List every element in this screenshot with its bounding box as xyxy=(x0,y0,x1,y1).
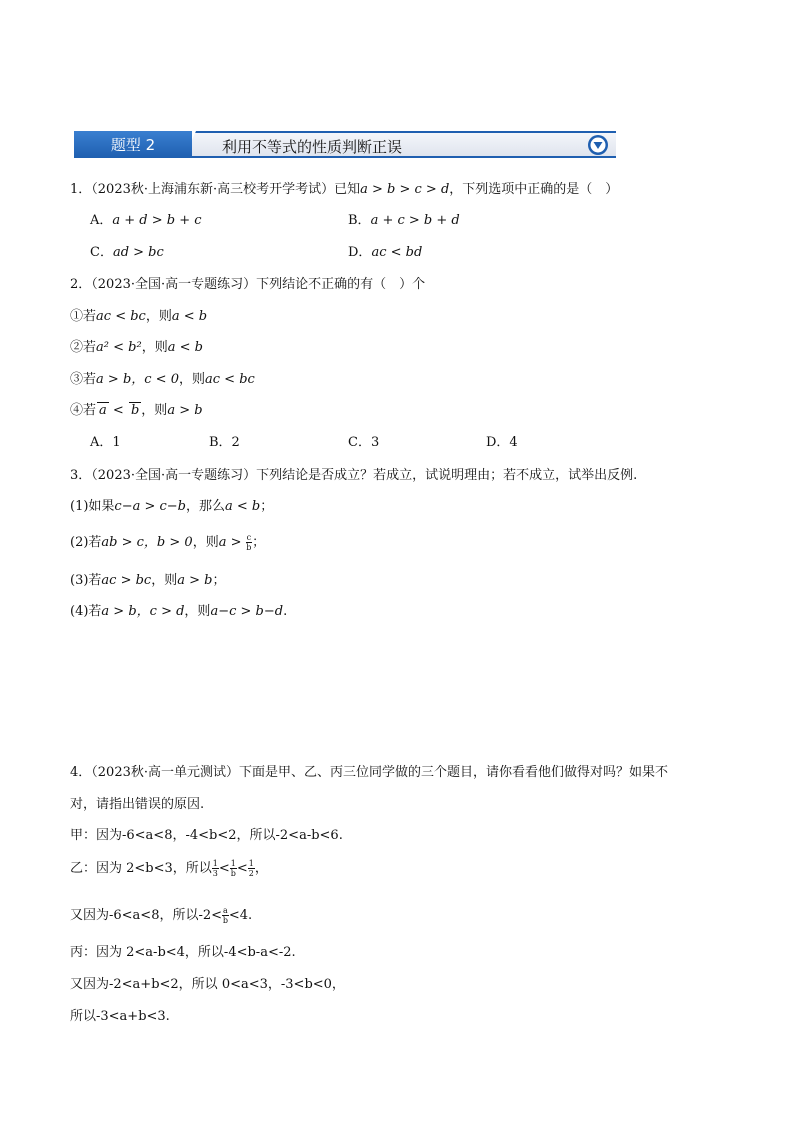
section-banner xyxy=(74,131,616,158)
q4-jia: 甲：因为-6<a<8，-4<b<2，所以-2<a-b<6. xyxy=(70,828,343,843)
item-pre: 若 xyxy=(83,309,97,324)
q2-option-d[interactable]: D．4 xyxy=(486,435,518,450)
q2-item-1 xyxy=(70,305,207,324)
item-number: ② xyxy=(70,340,84,355)
q4-bing-1: 丙：因为 2<a-b<4，所以-4<b-a<-2. xyxy=(70,945,296,960)
item-pre: 若 xyxy=(83,340,97,355)
item-conclusion: a > b xyxy=(167,403,203,418)
sqrt-b-var: b xyxy=(130,403,140,418)
item-pre: (4)若 xyxy=(70,604,102,619)
q2-option-a[interactable]: A．1 xyxy=(90,435,121,450)
item-pre: 若 xyxy=(83,372,97,387)
item-pre: (2)若 xyxy=(70,535,102,550)
frac-num: 1 xyxy=(230,859,236,868)
q1-condition: a > b > c > d xyxy=(360,182,450,197)
less-than: < xyxy=(108,403,128,418)
frac-den: b xyxy=(230,869,236,878)
yi-end: ， xyxy=(254,861,268,876)
option-label: D． xyxy=(348,245,372,260)
item-pre: 若 xyxy=(83,403,97,418)
item-pre: (1)如果 xyxy=(70,499,115,514)
frac-num: 1 xyxy=(248,859,254,868)
fraction-1-over-3 xyxy=(212,859,219,878)
item-condition: a > b，c > d xyxy=(101,604,185,619)
option-label: A． xyxy=(90,213,113,228)
q1-option-d[interactable] xyxy=(348,241,422,260)
item-end: ； xyxy=(212,573,226,588)
yi2-end: <4. xyxy=(228,908,253,923)
yi-pre: 乙：因为 2<b<3，所以 xyxy=(70,861,212,876)
sqrt-a-var: a xyxy=(99,403,107,418)
frac-num: 1 xyxy=(212,859,218,868)
less-than: < xyxy=(236,861,248,876)
option-expr: ac < bd xyxy=(371,245,423,260)
frac-num: c xyxy=(246,533,252,542)
item-condition: ab > c，b > 0 xyxy=(101,535,193,550)
q1-option-a[interactable] xyxy=(90,209,202,228)
item-number: ③ xyxy=(70,372,84,387)
item-mid: ，则 xyxy=(151,573,178,588)
item-mid: ，则 xyxy=(141,340,168,355)
q3-item-1 xyxy=(70,495,273,514)
q4-bing-3: 所以-3<a+b<3. xyxy=(70,1009,170,1024)
item-mid: ，则 xyxy=(141,403,168,418)
q1-stem-end: ，下列选项中正确的是（ ） xyxy=(449,182,619,197)
item-end: . xyxy=(283,604,288,619)
frac-num: a xyxy=(223,906,228,915)
q2-stem: 2．（2023·全国·高一专题练习）下列结论不正确的有（ ）个 xyxy=(70,277,426,292)
q3-stem: 3．（2023·全国·高一专题练习）下列结论是否成立？若成立，试说明理由；若不成立，试举出反例. xyxy=(70,468,638,483)
frac-den: b xyxy=(222,916,228,925)
q1-option-c[interactable] xyxy=(90,241,164,260)
item-conclusion: ac < bc xyxy=(205,372,255,387)
q2-option-c[interactable]: C．3 xyxy=(348,435,380,450)
fraction-1-over-b xyxy=(230,859,237,878)
item-mid: ，那么 xyxy=(186,499,226,514)
item-end: ； xyxy=(252,535,266,550)
item-condition: c−a > c−b xyxy=(114,499,186,514)
item-condition: a > b，c < 0 xyxy=(96,372,179,387)
q2-item-4 xyxy=(70,399,203,418)
option-label: C． xyxy=(90,245,113,260)
q4-bing-2: 又因为-2<a+b<2，所以 0<a<3，-3<b<0， xyxy=(70,977,345,992)
item-condition: a² < b² xyxy=(96,340,142,355)
q1-stem-text: 1．（2023秋·上海浦东新·高三校考开学考试）已知 xyxy=(70,182,361,197)
frac-den: b xyxy=(246,543,252,552)
q3-item-4 xyxy=(70,600,287,619)
item-pre: (3)若 xyxy=(70,573,102,588)
fraction-1-over-2 xyxy=(248,859,255,878)
q1-option-b[interactable] xyxy=(348,209,460,228)
q3-item-3 xyxy=(70,569,225,588)
section-title: 利用不等式的性质判断正误 xyxy=(222,138,403,156)
item-end: ； xyxy=(260,499,274,514)
q4-yi xyxy=(70,857,268,878)
option-expr: a + d > b + c xyxy=(112,213,202,228)
item-mid: ，则 xyxy=(192,535,219,550)
sqrt-b xyxy=(129,402,141,418)
frac-den: 3 xyxy=(212,869,218,878)
item-conclusion: a < b xyxy=(167,340,203,355)
q4-stem-line-1: 4．（2023秋·高一单元测试）下面是甲、乙、丙三位同学做的三个题目，请你看看他们做得对吗？如果不 xyxy=(70,765,668,780)
item-number: ① xyxy=(70,309,84,324)
q2-option-b[interactable]: B．2 xyxy=(209,435,240,450)
option-expr: a + c > b + d xyxy=(370,213,460,228)
item-condition: ac < bc xyxy=(96,309,146,324)
item-conclusion: a < b xyxy=(225,499,261,514)
frac-den: 2 xyxy=(248,869,254,878)
less-than: < xyxy=(218,861,230,876)
option-expr: ad > bc xyxy=(112,245,164,260)
q2-item-3 xyxy=(70,368,255,387)
q1-stem xyxy=(70,178,618,197)
q4-stem-line-2: 对，请指出错误的原因. xyxy=(70,797,205,812)
item-conclusion: a > b xyxy=(177,573,213,588)
option-label: B． xyxy=(348,213,371,228)
item-condition: ac > bc xyxy=(101,573,152,588)
q4-yi-2 xyxy=(70,904,252,925)
yi2-pre: 又因为-6<a<8，所以-2< xyxy=(70,908,223,923)
fraction-a-over-b xyxy=(222,906,229,925)
item-conclusion: a < b xyxy=(171,309,208,324)
item-mid: ，则 xyxy=(145,309,172,324)
item-conclusion: a−c > b−d xyxy=(210,604,284,619)
item-conclusion: a > xyxy=(218,535,246,550)
item-mid: ，则 xyxy=(184,604,211,619)
q2-item-2 xyxy=(70,336,203,355)
item-mid: ，则 xyxy=(178,372,205,387)
sqrt-a xyxy=(97,402,109,418)
chevron-down-circle-icon[interactable] xyxy=(587,134,609,156)
q3-item-2 xyxy=(70,531,265,552)
item-number: ④ xyxy=(70,403,84,418)
section-label: 题型 2 xyxy=(74,131,192,158)
